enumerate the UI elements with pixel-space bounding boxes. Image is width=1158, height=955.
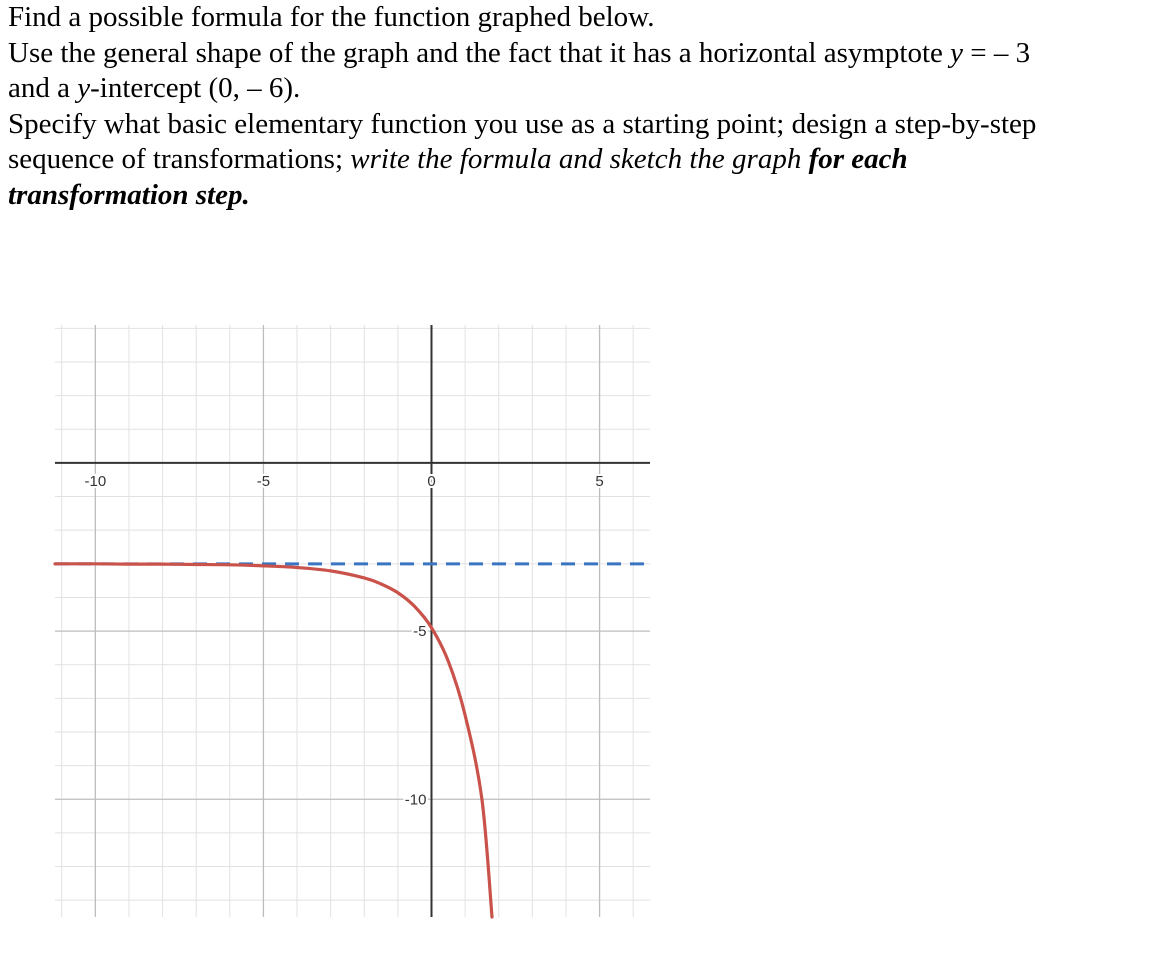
problem-line-6: transformation step. bbox=[8, 178, 250, 211]
curve-layer bbox=[55, 564, 492, 917]
problem-line-5: sequence of transformations; write the formula and sketch the graph for each bbox=[8, 143, 908, 175]
problem-line-1: Find a possible formula for the function graphed below. bbox=[8, 1, 655, 33]
y-tick-label: -5 bbox=[413, 623, 427, 641]
x-tick-label: -10 bbox=[84, 472, 107, 490]
x-tick-label: -5 bbox=[256, 472, 271, 490]
y-tick-label: -10 bbox=[404, 791, 427, 809]
x-tick-label: 5 bbox=[595, 472, 604, 490]
problem-line-2: Use the general shape of the graph and the fact that it has a horizontal asymptote y = – 3 bbox=[8, 36, 1031, 69]
minor-gridlines bbox=[55, 325, 650, 917]
variable-y: y bbox=[77, 72, 91, 104]
x-tick-label: 0 bbox=[427, 472, 436, 490]
major-gridlines bbox=[55, 325, 650, 917]
variable-y: y bbox=[950, 36, 964, 69]
problem-line-3: and a y-intercept (0, – 6). bbox=[8, 72, 301, 104]
axes bbox=[55, 325, 650, 917]
problem-line-4: Specify what basic elementary function you use as a starting point; design a step-by-step bbox=[8, 107, 1037, 140]
function-curve bbox=[55, 564, 492, 917]
